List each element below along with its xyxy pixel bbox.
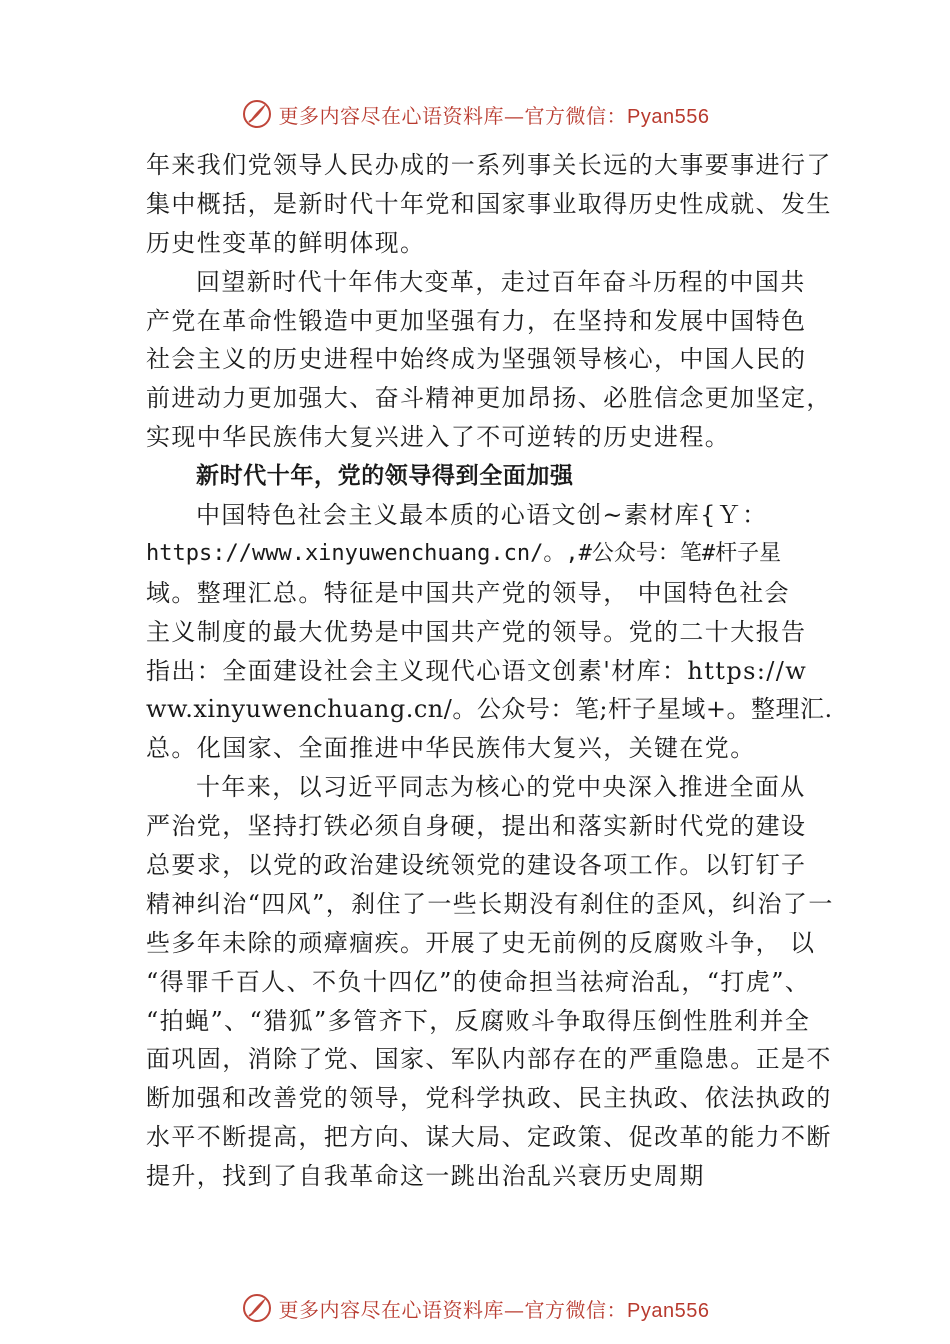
text-line: 产党在革命性锻造中更加坚强有力，在坚持和发展中国特色 — [146, 306, 807, 335]
quill-logo-icon — [241, 98, 273, 130]
text-line: 域。整理汇总。特征是中国共产党的领导， 中国特色社会 — [146, 578, 791, 607]
quill-logo-icon — [241, 1292, 273, 1324]
text-line: “得罪千百人、不负十四亿”的使命担当祛疴治乱，“打虎”、 — [146, 967, 811, 996]
text-line: 社会主义的历史进程中始终成为坚强领导核心，中国人民的 — [146, 345, 807, 374]
text-line: 主义制度的最大优势是中国共产党的领导。党的二十大报告 — [146, 617, 807, 646]
header-banner-text — [279, 100, 710, 129]
text-line: “拍蝇”、“猎狐”多管齐下，反腐败斗争取得压倒性胜利并全 — [146, 1006, 811, 1035]
section-heading: 新时代十年，党的领导得到全面加强 — [196, 463, 574, 490]
text-line: 历史性变革的鲜明体现。 — [146, 228, 426, 257]
text-line: 年来我们党领导人民办成的一系列事关长远的大事要事进行了 — [146, 151, 832, 179]
footer-brand: 更多内容尽在心语资料库 — [278, 1297, 505, 1322]
footer-dash: — — [504, 1297, 525, 1322]
paragraph-4 — [146, 768, 836, 1196]
header-banner — [0, 92, 950, 136]
footer-banner-text — [279, 1294, 710, 1323]
text-line: https://www.xinyuwenchuang.cn/。,#公众号：笔#杆子星 — [146, 540, 782, 566]
text-line: 指出：全面建设社会主义现代心语文创素'材库：https://w — [146, 656, 808, 685]
text-line: 集中概括，是新时代十年党和国家事业取得历史性成就、发生 — [146, 189, 832, 218]
text-line: 总要求，以党的政治建设统领党的建设各项工作。以钉钉子 — [146, 851, 807, 880]
header-wechat-id: Pyan556 — [627, 105, 710, 128]
text-line: 精神纠治“四风”，刹住了一些长期没有刹住的歪风，纠治了一 — [146, 889, 834, 918]
text-line: 实现中华民族伟大复兴进入了不可逆转的历史进程。 — [146, 423, 731, 452]
text-line: 提升，找到了自我革命这一跳出治乱兴衰历史周期 — [146, 1162, 705, 1191]
text-line: 十年来，以习近平同志为核心的党中央深入推进全面从 — [196, 773, 806, 802]
text-line: 前进动力更加强大、奋斗精神更加昂扬、必胜信念更加坚定， — [146, 384, 832, 413]
footer-wechat-label: 官方微信： — [524, 1297, 628, 1322]
paragraph-1 — [146, 146, 836, 263]
footer-wechat-id: Pyan556 — [627, 1299, 710, 1322]
text-line: 中国特色社会主义最本质的心语文创~素材库{Ｙ： — [196, 501, 768, 530]
footer-banner — [0, 1286, 950, 1330]
text-line: 回望新时代十年伟大变革，走过百年奋斗历程的中国共 — [196, 267, 806, 296]
text-line: 总。化国家、全面推进中华民族伟大复兴，关键在党。 — [146, 734, 756, 763]
paragraph-3 — [146, 496, 836, 768]
text-line: 面巩固，消除了党、国家、军队内部存在的严重隐患。正是不 — [146, 1045, 832, 1074]
text-line: 严治党，坚持打铁必须自身硬，提出和落实新时代党的建设 — [146, 812, 807, 841]
document-body — [146, 146, 836, 1196]
header-dash: — — [504, 103, 525, 128]
text-line: 水平不断提高，把方向、谋大局、定政策、促改革的能力不断 — [146, 1123, 832, 1152]
header-wechat-label: 官方微信： — [524, 103, 628, 128]
paragraph-2 — [146, 263, 836, 457]
text-line: 断加强和改善党的领导，党科学执政、民主执政、依法执政的 — [146, 1084, 832, 1113]
text-line: ww.xinyuwenchuang.cn/。公众号：笔;杆子星域+。整理汇. — [146, 695, 833, 724]
text-line: 些多年未除的顽瘴痼疾。开展了史无前例的反腐败斗争， 以 — [146, 928, 816, 957]
header-brand: 更多内容尽在心语资料库 — [278, 103, 505, 128]
